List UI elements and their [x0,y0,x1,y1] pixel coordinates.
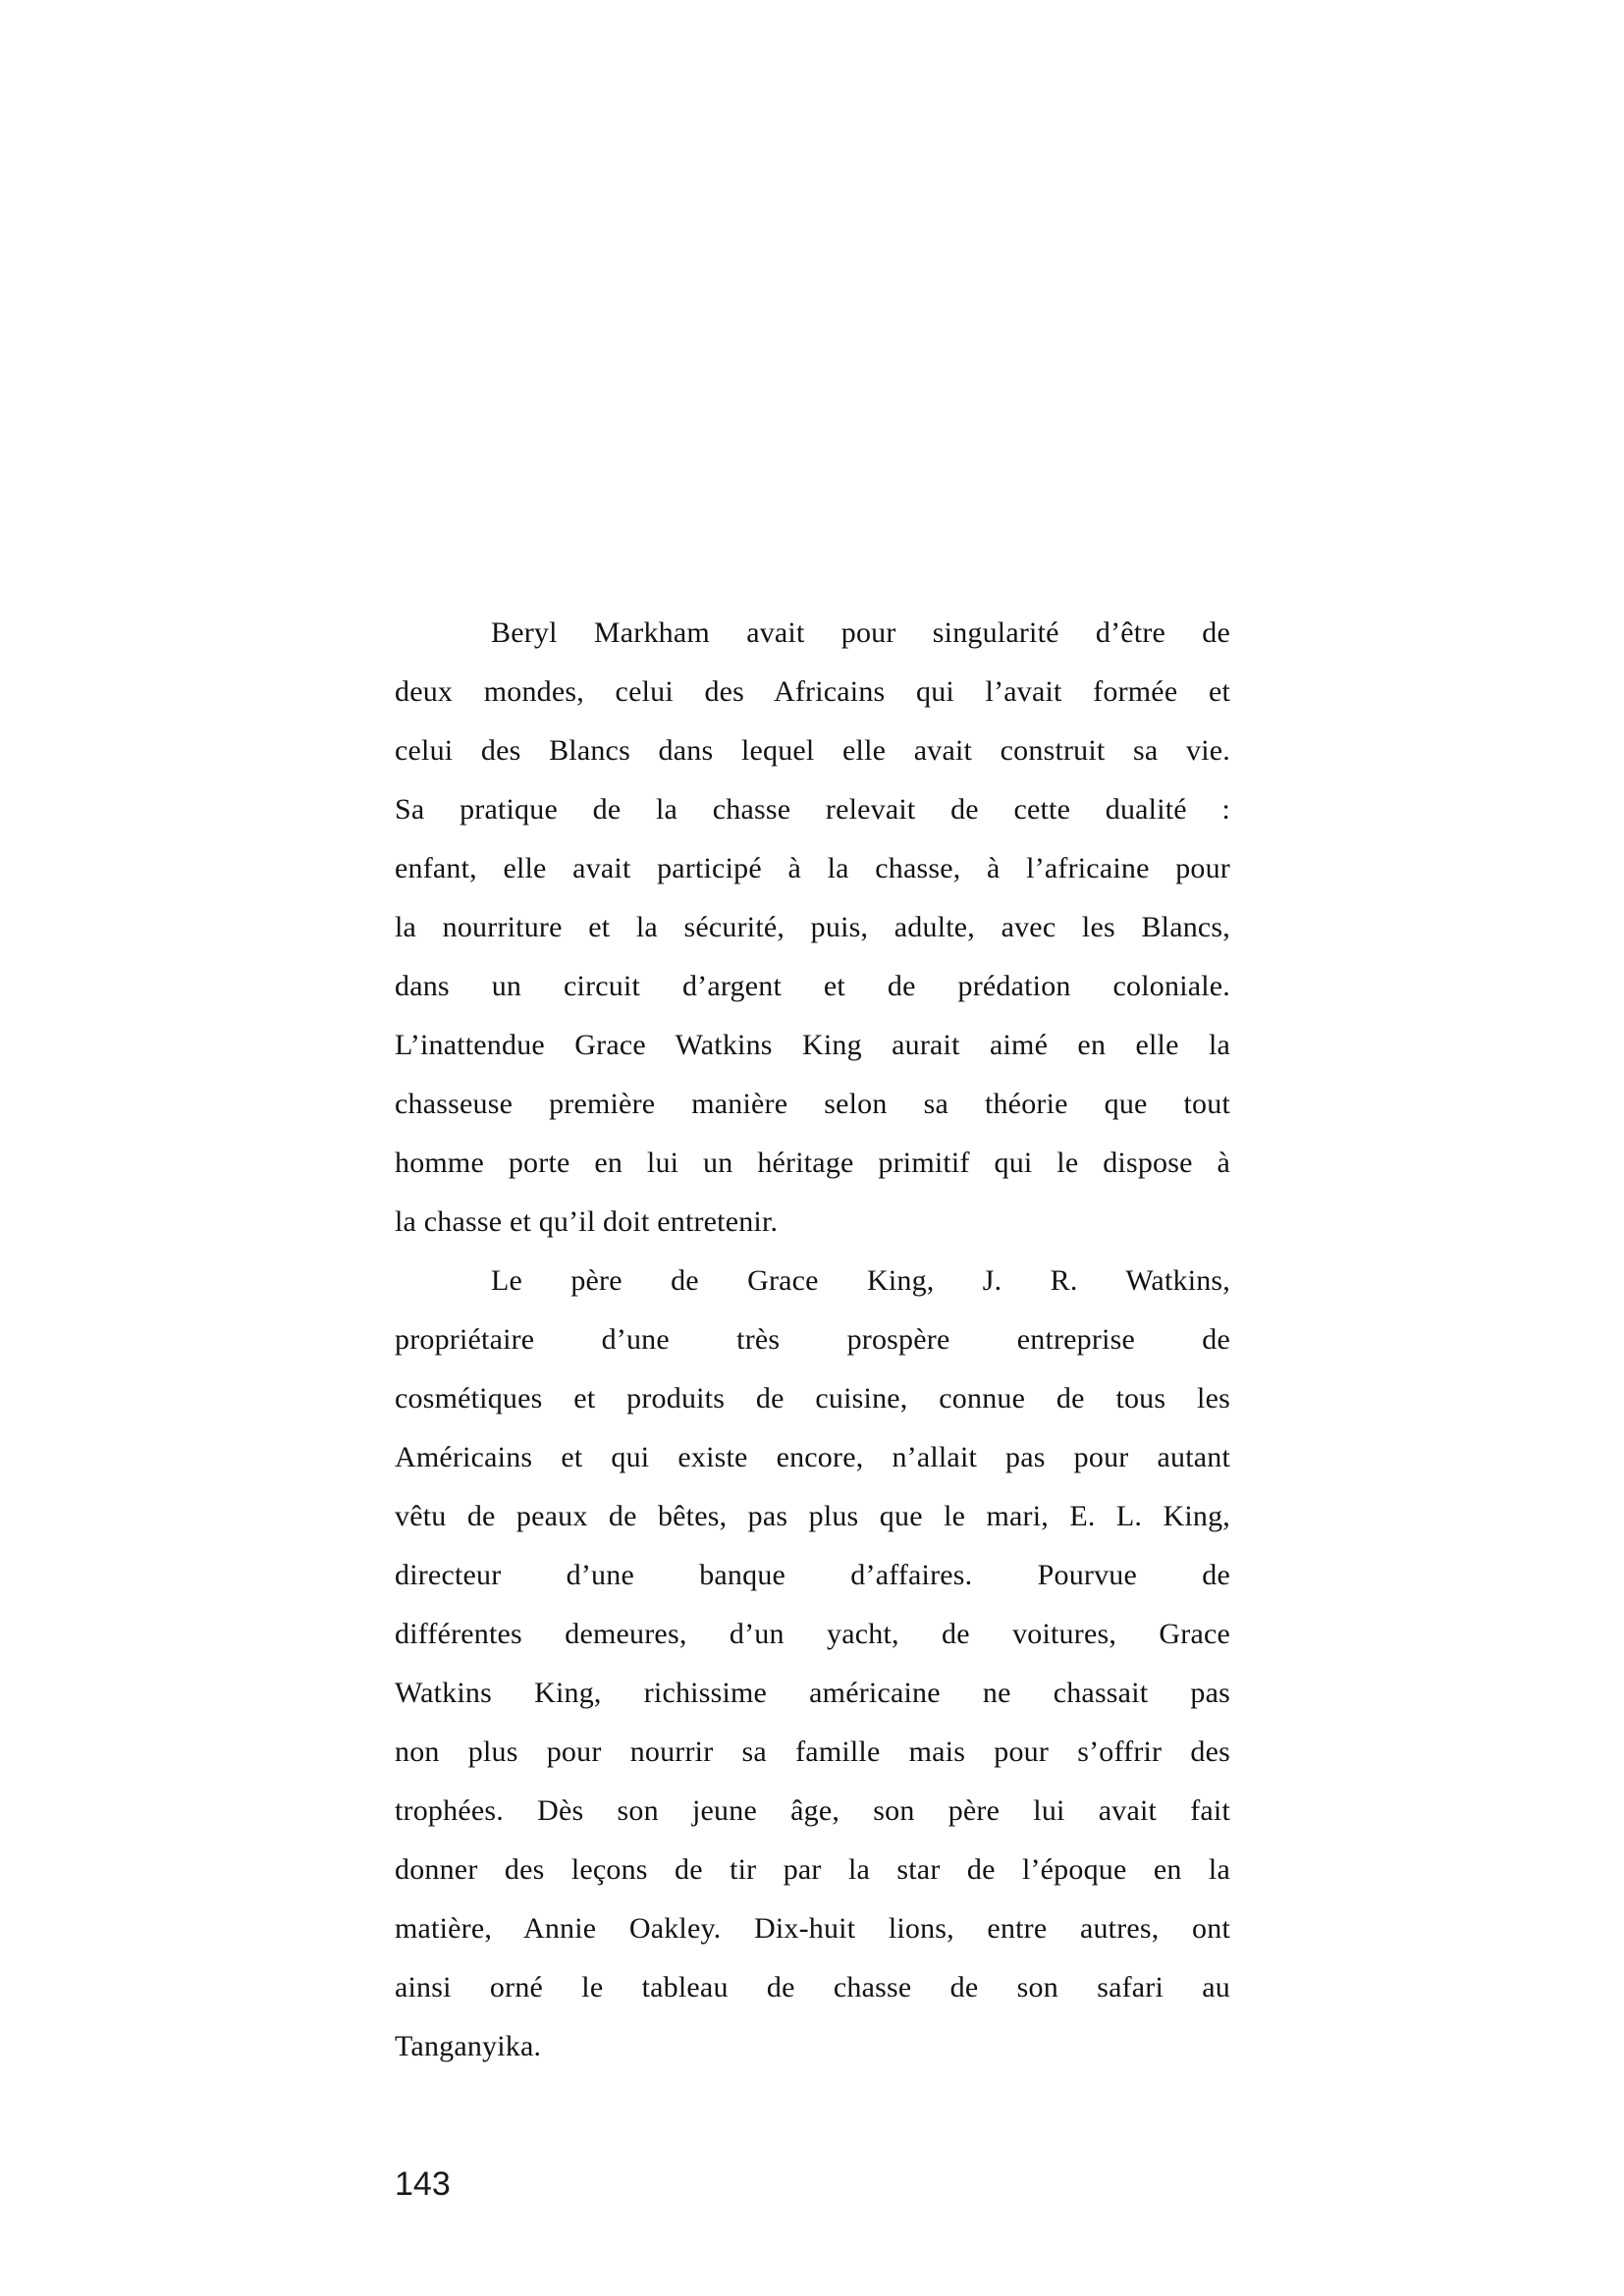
text-line: dans un circuit d’argent et de prédation coloniale. [395,970,1230,1002]
text-line: matière, Annie Oakley. Dix-huit lions, entre autres, ont [395,1912,1230,1945]
text-line: ainsi orné le tableau de chasse de son safari au [395,1971,1230,2003]
text-line: la chasse et qu’il doit entretenir. [395,1205,779,1238]
text-line: L’inattendue Grace Watkins King aurait aimé en elle la [395,1029,1230,1061]
text-line: Beryl Markham avait pour singularité d’être de [491,616,1230,649]
text-line: chasseuse première manière selon sa théorie que tout [395,1088,1230,1120]
text-line: enfant, elle avait participé à la chasse, à l’africaine pour [395,852,1230,884]
page-number: 143 [395,2165,451,2203]
text-line: Watkins King, richissime américaine ne chassait pas [395,1677,1230,1709]
text-line: homme porte en lui un héritage primitif qui le dispose à [395,1147,1230,1179]
text-line: Sa pratique de la chasse relevait de cette dualité : [395,793,1230,826]
text-line: donner des leçons de tir par la star de l’époque en la [395,1853,1230,1886]
text-line: propriétaire d’une très prospère entreprise de [395,1323,1230,1356]
text-line: non plus pour nourrir sa famille mais pour s’offrir des [395,1735,1230,1768]
text-line: directeur d’une banque d’affaires. Pourvue de [395,1559,1230,1591]
text-line: deux mondes, celui des Africains qui l’avait formée et [395,675,1230,708]
text-line: trophées. Dès son jeune âge, son père lui avait fait [395,1794,1230,1827]
text-line: Américains et qui existe encore, n’allait pas pour autant [395,1441,1230,1473]
text-line: vêtu de peaux de bêtes, pas plus que le mari, E. L. King, [395,1500,1230,1532]
text-line: Le père de Grace King, J. R. Watkins, [491,1264,1230,1297]
text-line: celui des Blancs dans lequel elle avait construit sa vie. [395,734,1230,767]
text-line: la nourriture et la sécurité, puis, adulte, avec les Blancs, [395,911,1230,943]
text-line: cosmétiques et produits de cuisine, connue de tous les [395,1382,1230,1415]
text-line: Tanganyika. [395,2030,542,2062]
body-text [395,604,1230,2076]
text-line: différentes demeures, d’un yacht, de voitures, Grace [395,1618,1230,1650]
